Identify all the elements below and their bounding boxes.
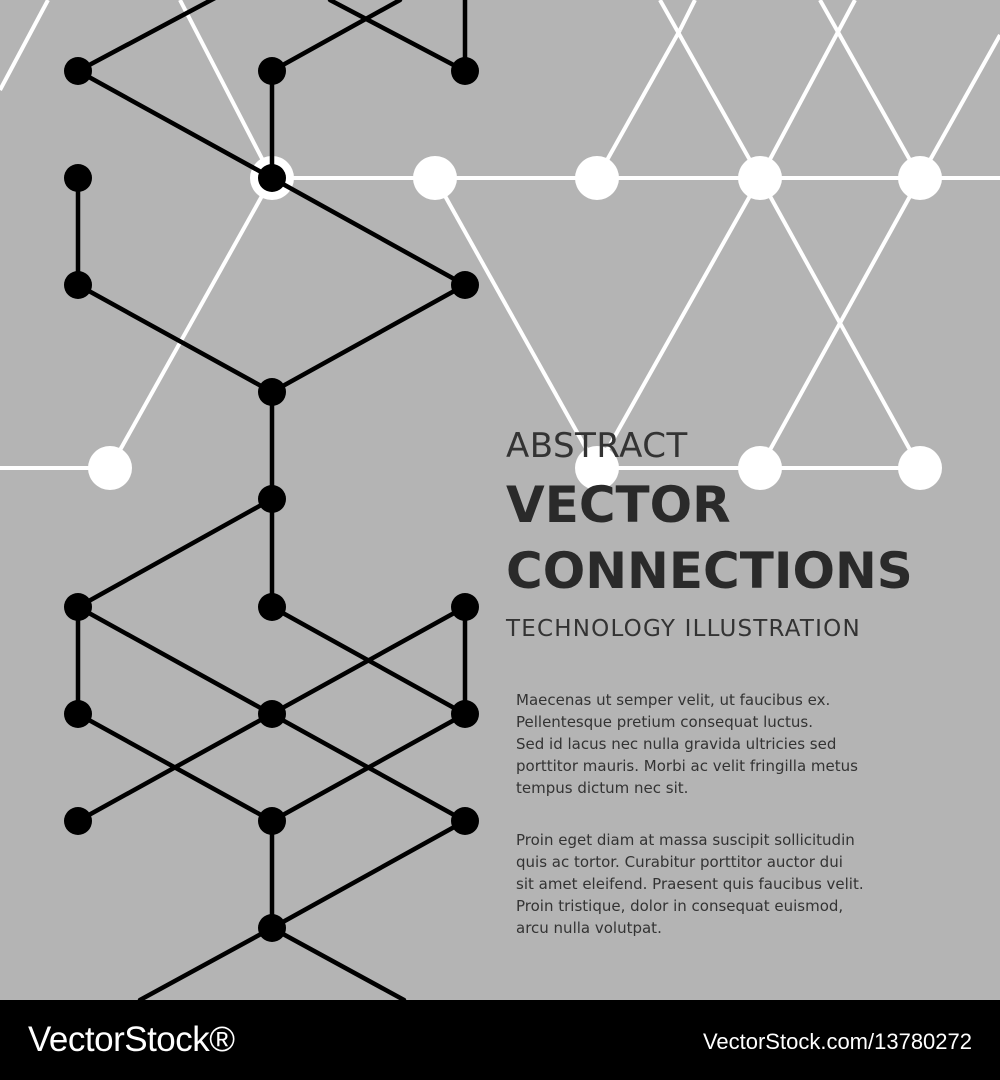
paragraph-line: Proin tristique, dolor in consequat euismod, xyxy=(516,897,844,915)
paragraph-line: arcu nulla volutpat. xyxy=(516,919,662,937)
brand-logo: VectorStock® xyxy=(28,1020,235,1059)
white-network-lines xyxy=(0,0,1000,468)
paragraph-line: Pellentesque pretium consequat luctus. xyxy=(516,713,814,731)
headline-bold-line-1: VECTOR xyxy=(506,476,731,534)
paragraph-1 xyxy=(516,689,936,799)
image-id-text: VectorStock.com/13780272 xyxy=(702,1029,972,1054)
paragraph-line: Proin eget diam at massa suscipit sollicitudin xyxy=(516,831,855,849)
paragraph-line: porttitor mauris. Morbi ac velit fringilla metus xyxy=(516,757,858,775)
headline-light: ABSTRACT xyxy=(506,426,688,466)
headline-bold-line-2: CONNECTIONS xyxy=(506,542,913,600)
paragraph-line: Sed id lacus nec nulla gravida ultricies sed xyxy=(516,735,837,753)
paragraph-line: tempus dictum nec sit. xyxy=(516,779,689,797)
paragraph-2 xyxy=(516,829,936,939)
paragraph-line: Maecenas ut semper velit, ut faucibus ex. xyxy=(516,691,831,709)
paragraph-line: sit amet eleifend. Praesent quis faucibus velit. xyxy=(516,875,864,893)
headline-block xyxy=(506,424,986,646)
watermark-footer xyxy=(0,1000,1000,1080)
paragraph-line: quis ac tortor. Curabitur porttitor auctor dui xyxy=(516,853,843,871)
subtitle: TECHNOLOGY ILLUSTRATION xyxy=(506,616,861,642)
